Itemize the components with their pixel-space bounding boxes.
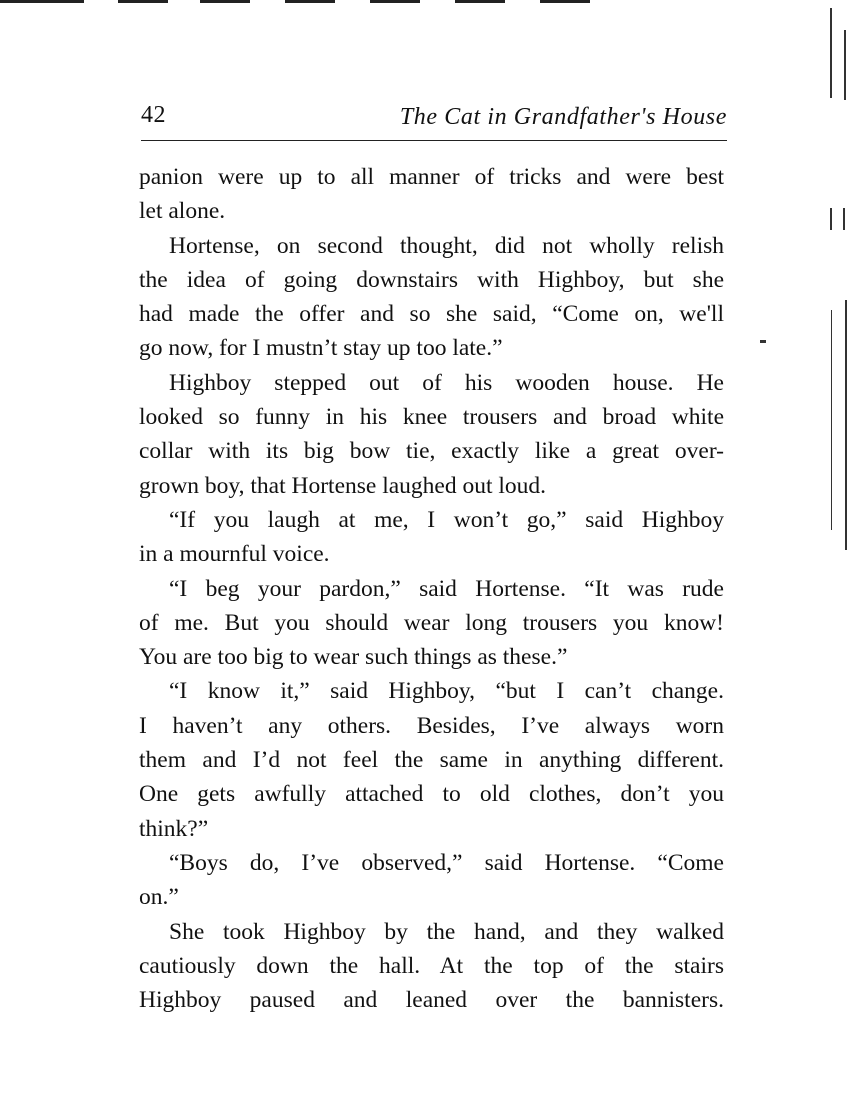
body-text	[139, 160, 724, 1017]
text-line: “I beg your pardon,” said Hortense. “It was rude	[169, 575, 724, 602]
text-line: think?”	[139, 815, 209, 842]
text-line: go now, for I mustn’t stay up too late.”	[139, 335, 503, 362]
page-header	[141, 100, 727, 141]
text-line: collar with its big bow tie, exactly like a great over-	[139, 438, 724, 465]
text-line: looked so funny in his knee trousers and broad white	[139, 404, 724, 431]
running-title: The Cat in Grandfather's House	[399, 104, 727, 130]
text-line: panion were up to all manner of tricks and were best	[139, 164, 724, 190]
text-line: “If you laugh at me, I won’t go,” said Highboy	[169, 506, 724, 533]
top-scan-marks	[0, 0, 850, 6]
text-line: had made the offer and so she said, “Come on, we'll	[139, 301, 724, 328]
text-line: You are too big to wear such things as these.”	[139, 644, 568, 671]
text-line: of me. But you should wear long trousers you know!	[139, 609, 724, 636]
text-line: She took Highboy by the hand, and they walked	[169, 918, 724, 945]
text-line: let alone.	[139, 198, 226, 225]
text-line: One gets awfully attached to old clothes, don’t you	[139, 781, 724, 808]
text-line: Highboy paused and leaned over the bannisters.	[139, 987, 724, 1014]
text-line: in a mournful voice.	[139, 541, 330, 568]
text-line: on.”	[139, 884, 179, 911]
text-line: “Boys do, I’ve observed,” said Hortense. “Come	[169, 849, 724, 876]
text-line: Highboy stepped out of his wooden house. He	[169, 369, 724, 396]
text-line: Hortense, on second thought, did not wholly relish	[169, 232, 724, 259]
text-line: grown boy, that Hortense laughed out loud.	[139, 472, 547, 499]
text-line: I haven’t any others. Besides, I’ve always worn	[139, 712, 724, 739]
text-line: the idea of going downstairs with Highboy, but she	[139, 266, 724, 293]
page-number: 42	[141, 102, 166, 128]
text-line: cautiously down the hall. At the top of the stairs	[139, 952, 724, 979]
text-line: them and I’d not feel the same in anything different.	[139, 747, 724, 774]
text-line: “I know it,” said Highboy, “but I can’t change.	[169, 678, 724, 705]
